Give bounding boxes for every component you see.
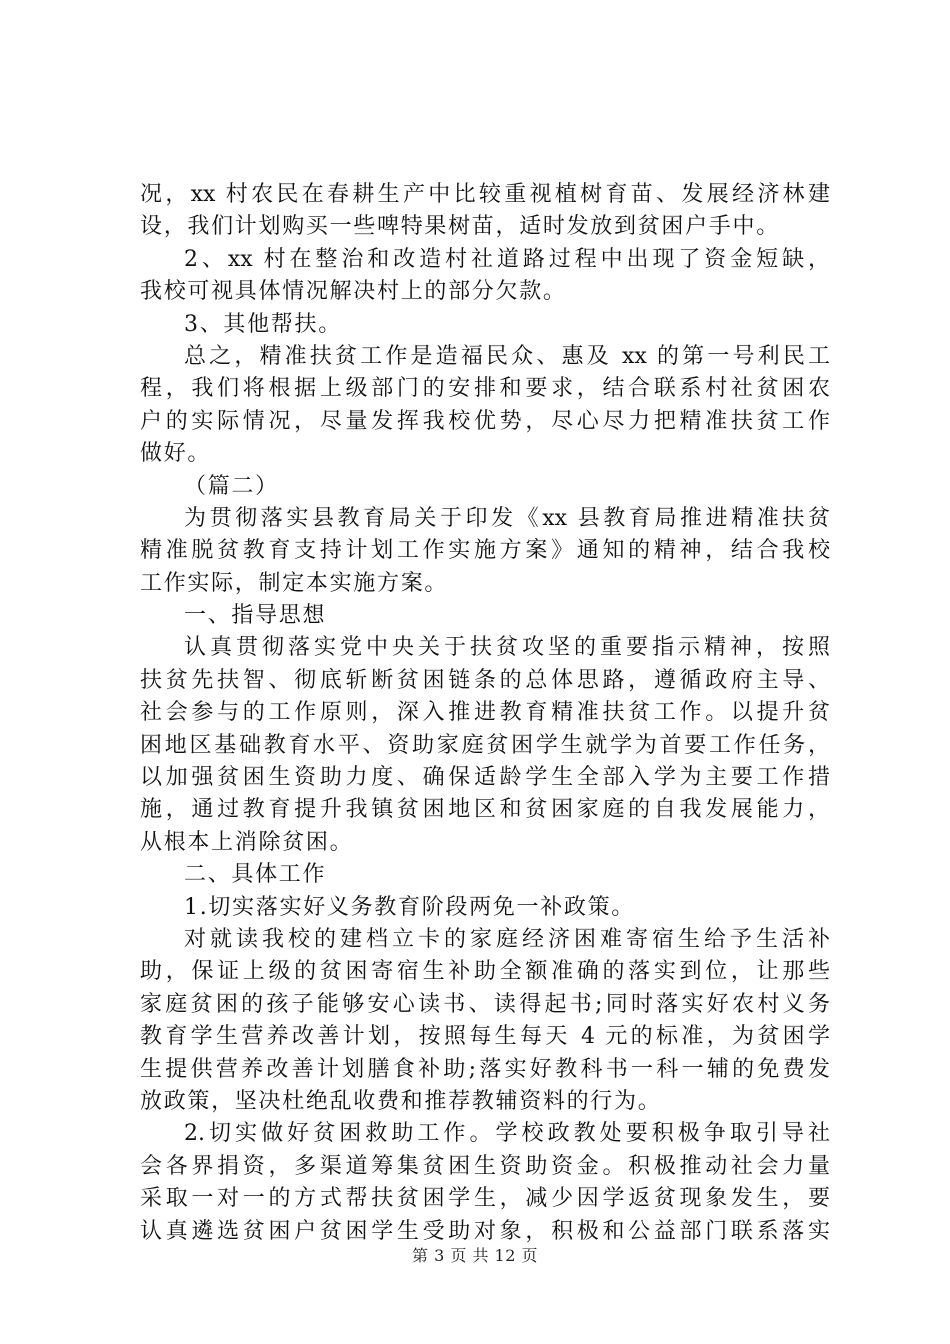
text-line: 认真遴选贫困户贫困学生受助对象，积极和公益部门联系落实 <box>140 1218 830 1244</box>
text-line: 程，我们将根据上级部门的安排和要求，结合联系村社贫困农 <box>140 376 830 402</box>
text-line: 助，保证上级的贫困寄宿生补助全额准确的落实到位，让那些 <box>140 959 830 985</box>
text-line: 精准脱贫教育支持计划工作实施方案》通知的精神，结合我校 <box>140 538 830 564</box>
text-line: 2.切实做好贫困救助工作。学校政教处要积极争取引导社 <box>184 1121 830 1147</box>
text-line: 教育学生营养改善计划，按照每生每天 4 元的标准，为贫困学 <box>140 1024 830 1050</box>
text-line: 户的实际情况，尽量发挥我校优势，尽心尽力把精准扶贫工作 <box>140 408 830 434</box>
text-line: 为贯彻落实县教育局关于印发《xx 县教育局推进精准扶贫 <box>184 505 830 531</box>
document-body <box>140 179 830 1248</box>
text-line: 总之，精准扶贫工作是造福民众、惠及 xx 的第一号利民工 <box>184 343 830 369</box>
text-line: 社会参与的工作原则，深入推进教育精准扶贫工作。以提升贫 <box>140 700 830 726</box>
text-line: 施，通过教育提升我镇贫困地区和贫困家庭的自我发展能力， <box>140 797 830 823</box>
page-number-footer: 第 3 页 共 12 页 <box>412 1246 538 1265</box>
text-line: 采取一对一的方式帮扶贫困学生，减少因学返贫现象发生，要 <box>140 1186 830 1212</box>
text-line: （篇二） <box>184 473 279 499</box>
text-line: 我校可视具体情况解决村上的部分欠款。 <box>140 279 567 305</box>
text-line: 二、具体工作 <box>184 862 327 888</box>
text-line: 认真贯彻落实党中央关于扶贫攻坚的重要指示精神，按照 <box>184 635 830 661</box>
text-line: 以加强贫困生资助力度、确保适龄学生全部入学为主要工作措 <box>140 765 830 791</box>
text-line: 况，xx 村农民在春耕生产中比较重视植树育苗、发展经济林建 <box>140 182 830 207</box>
text-line: 1.切实落实好义务教育阶段两免一补政策。 <box>184 894 635 920</box>
text-line: 扶贫先扶智、彻底斩断贫困链条的总体思路，遵循政府主导、 <box>140 667 830 693</box>
text-line: 家庭贫困的孩子能够安心读书、读得起书;同时落实好农村义务 <box>140 991 830 1017</box>
text-line: 3、其他帮扶。 <box>184 311 342 337</box>
text-line: 从根本上消除贫困。 <box>140 829 354 855</box>
text-line: 放政策，坚决杜绝乱收费和推荐教辅资料的行为。 <box>140 1088 662 1114</box>
text-line: 一、指导思想 <box>184 603 327 629</box>
text-line: 设，我们计划购买一些啤特果树苗，适时发放到贫困户手中。 <box>140 214 780 240</box>
text-line: 做好。 <box>140 441 212 467</box>
text-line: 2、xx 村在整治和改造村社道路过程中出现了资金短缺， <box>184 246 830 272</box>
text-line: 对就读我校的建档立卡的家庭经济困难寄宿生给予生活补 <box>184 926 830 952</box>
text-line: 会各界捐资，多渠道筹集贫困生资助资金。积极推动社会力量 <box>140 1153 830 1179</box>
text-line: 困地区基础教育水平、资助家庭贫困学生就学为首要工作任务， <box>140 732 830 758</box>
text-line: 工作实际，制定本实施方案。 <box>140 570 449 596</box>
text-line: 生提供营养改善计划膳食补助;落实好教科书一科一辅的免费发 <box>140 1056 830 1082</box>
